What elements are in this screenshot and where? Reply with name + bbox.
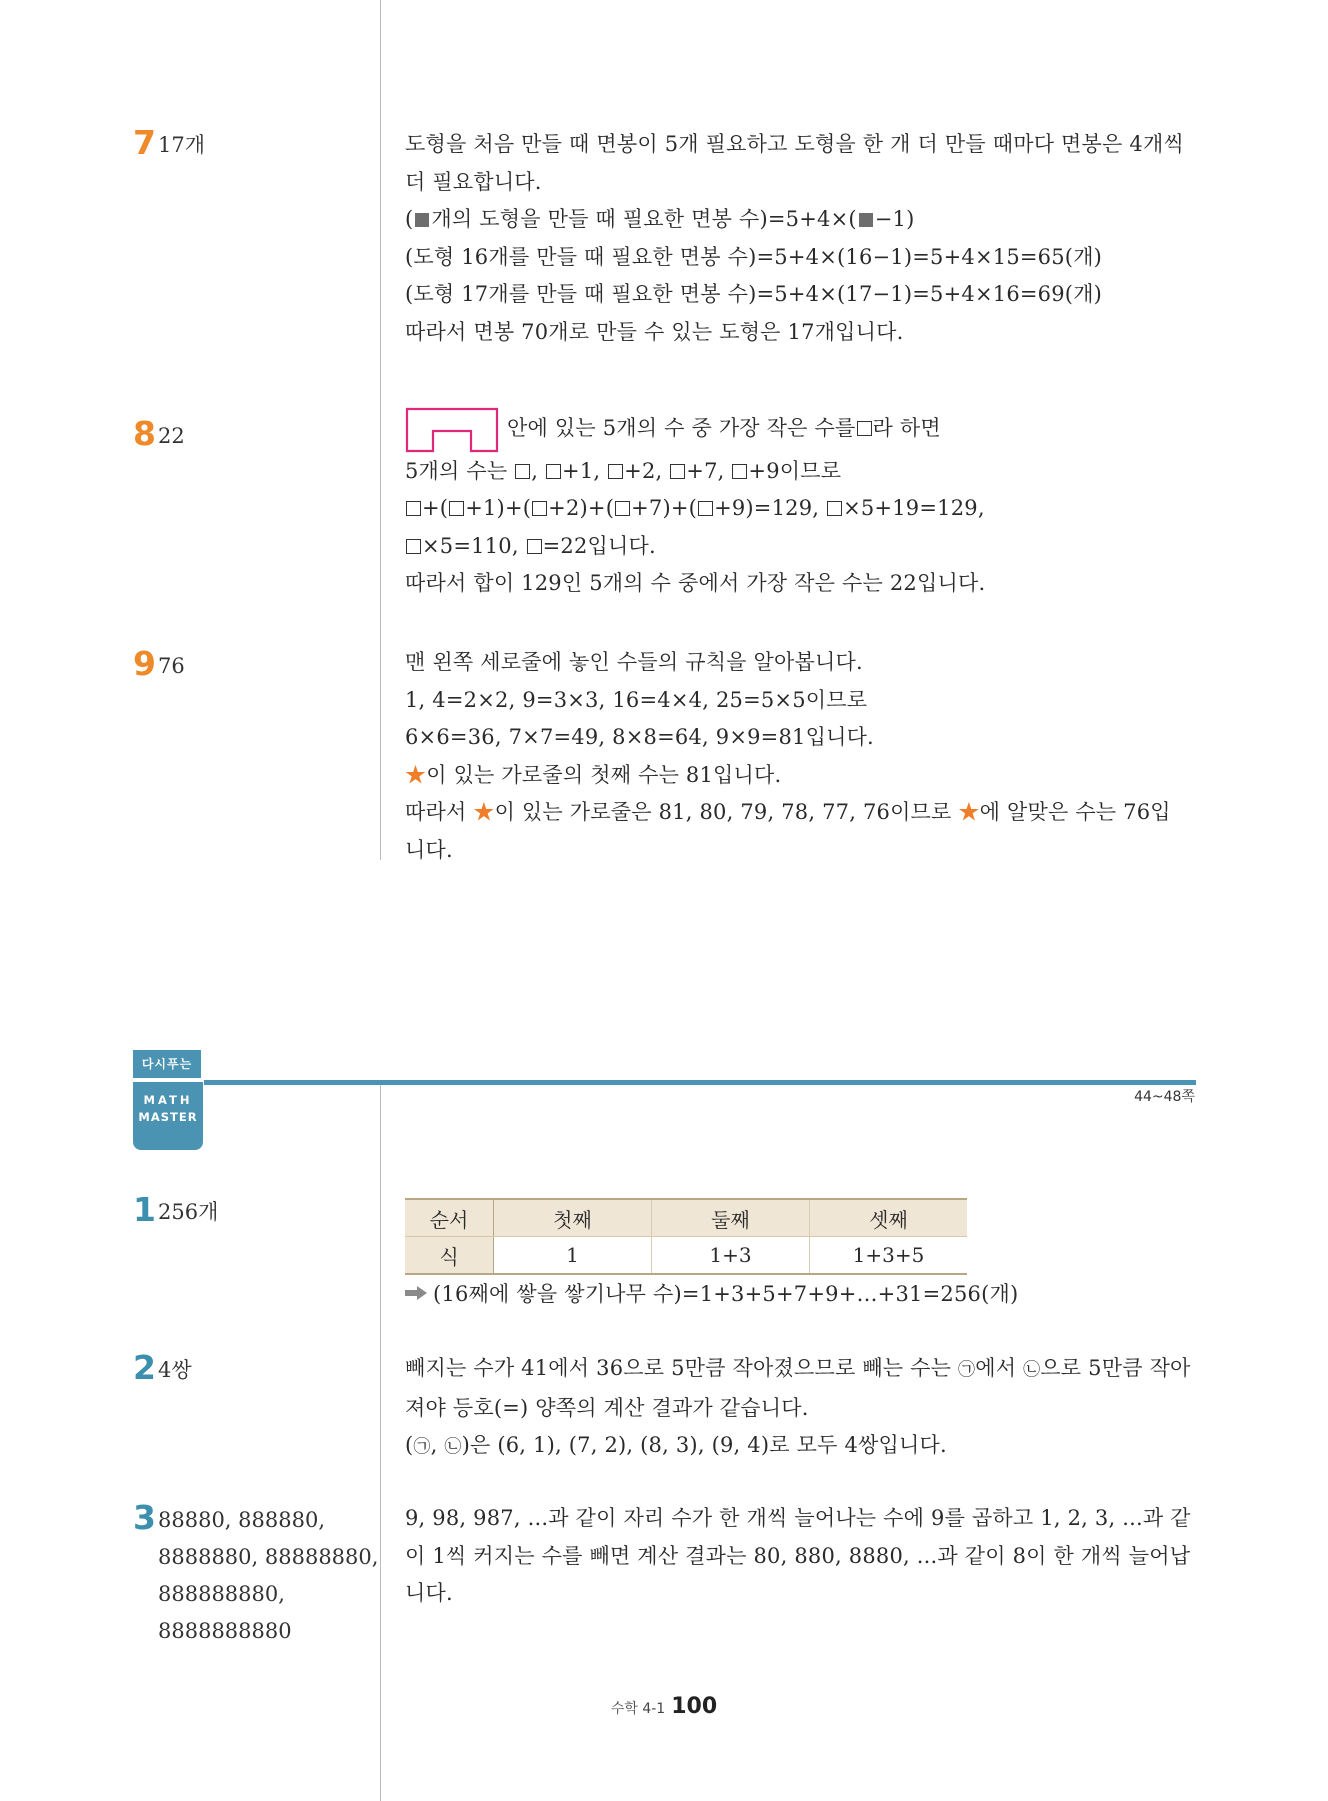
text-line: 니다. bbox=[405, 1581, 453, 1605]
problem-number: 3 bbox=[133, 1498, 156, 1537]
problem-number: 9 bbox=[133, 644, 156, 683]
text-line: 따라서 ★이 있는 가로줄은 81, 80, 79, 78, 77, 76이므로 ★에 알맞은 수는 76입 bbox=[405, 800, 1171, 824]
empty-box-icon bbox=[527, 539, 542, 554]
empty-box-icon bbox=[608, 464, 623, 479]
column-divider-top bbox=[380, 0, 381, 860]
table-cell: 둘째 bbox=[652, 1199, 810, 1237]
empty-box-icon bbox=[532, 501, 547, 516]
text-line: 빼지는 수가 41에서 36으로 5만큼 작아졌으므로 빼는 수는 ㉠에서 ㉡으로 5만큼 작아 bbox=[405, 1350, 1195, 1390]
circled-nieun-symbol: ㉡ bbox=[444, 1437, 462, 1457]
star-icon: ★ bbox=[473, 800, 495, 824]
table-row bbox=[405, 1237, 967, 1275]
empty-box-icon bbox=[406, 539, 421, 554]
empty-box-icon bbox=[857, 421, 872, 436]
problem-number: 8 bbox=[133, 414, 156, 453]
empty-box-icon bbox=[670, 464, 685, 479]
table-cell: 1 bbox=[494, 1237, 652, 1275]
text-line: (도형 17개를 만들 때 필요한 면봉 수)=5+4×(17−1)=5+4×16=69(개) bbox=[405, 282, 1103, 306]
problem-answer: 17개 bbox=[158, 133, 206, 157]
problem-answer: 4쌍 bbox=[158, 1358, 192, 1382]
pentomino-shape-icon bbox=[405, 407, 499, 453]
table-cell: 첫째 bbox=[494, 1199, 652, 1237]
solution-text bbox=[405, 1276, 1195, 1314]
circled-giyeok-symbol: ㉠ bbox=[413, 1437, 431, 1457]
text-line: 도형을 처음 만들 때 면봉이 5개 필요하고 도형을 한 개 더 만들 때마다 면봉은 4개씩 bbox=[405, 132, 1184, 156]
empty-box-icon bbox=[827, 501, 842, 516]
solution-text bbox=[405, 126, 1195, 351]
problem-answer-list bbox=[158, 1502, 378, 1650]
star-icon: ★ bbox=[405, 762, 427, 787]
circled-nieun-symbol: ㉡ bbox=[1023, 1360, 1041, 1380]
problem-number: 1 bbox=[133, 1190, 156, 1229]
badge-line: MATH bbox=[143, 1093, 193, 1107]
empty-box-icon bbox=[406, 501, 421, 516]
text-line: ★이 있는 가로줄의 첫째 수는 81입니다. bbox=[405, 762, 782, 787]
table-cell: 1+3+5 bbox=[810, 1237, 968, 1275]
text-line: 1, 4=2×2, 9=3×3, 16=4×4, 25=5×5이므로 bbox=[405, 687, 868, 712]
text-line: (16째에 쌓을 쌓기나무 수)=1+3+5+7+9+…+31=256(개) bbox=[405, 1276, 1195, 1314]
answer-line: 8888888880 bbox=[158, 1619, 292, 1643]
sequence-table bbox=[405, 1198, 967, 1275]
badge-line: MASTER bbox=[138, 1110, 198, 1124]
problem-answer: 76 bbox=[158, 654, 185, 678]
answer-line: 88880, 888880, bbox=[158, 1508, 325, 1532]
circled-giyeok-symbol: ㉠ bbox=[958, 1360, 976, 1380]
answer-line: 888888880, bbox=[158, 1582, 285, 1606]
solution-text bbox=[405, 644, 1195, 869]
text-line: ×5=110, =22입니다. bbox=[405, 528, 1195, 566]
empty-box-icon bbox=[698, 501, 713, 516]
text-line: (도형 16개를 만들 때 필요한 면봉 수)=5+4×(16−1)=5+4×15=65(개) bbox=[405, 244, 1103, 269]
solution-text bbox=[405, 1350, 1195, 1467]
text-line: 니다. bbox=[405, 837, 453, 862]
text-line: 안에 있는 5개의 수 중 가장 작은 수를 라 하면 bbox=[405, 404, 1195, 453]
section-divider-band bbox=[204, 1080, 1196, 1085]
section-badge bbox=[133, 1082, 203, 1150]
empty-box-icon bbox=[449, 501, 464, 516]
problem-answer: 256개 bbox=[158, 1200, 219, 1224]
table-cell: 식 bbox=[405, 1237, 494, 1275]
text-line: 따라서 면봉 70개로 만들 수 있는 도형은 17개입니다. bbox=[405, 319, 904, 344]
text-line: 5개의 수는 , +1, +2, +7, +9이므로 bbox=[405, 458, 842, 483]
problem-answer: 22 bbox=[158, 424, 185, 448]
text-line: 9, 98, 987, ...과 같이 자리 수가 한 개씩 늘어나는 수에 9를 곱하고 1, 2, 3, ...과 같 bbox=[405, 1506, 1191, 1530]
arrow-right-icon bbox=[405, 1286, 427, 1300]
problem-number: 2 bbox=[133, 1348, 156, 1387]
table-cell: 순서 bbox=[405, 1199, 494, 1237]
text-line: 6×6=36, 7×7=49, 8×8=64, 9×9=81입니다. bbox=[405, 725, 874, 749]
text-line: +( +1)+( +2)+( +7)+( +9)=129, ×5+19=129, bbox=[405, 490, 1195, 528]
text-line: 맨 왼쪽 세로줄에 놓인 수들의 규칙을 알아봅니다. bbox=[405, 650, 863, 674]
answer-line: 8888880, 88888880, bbox=[158, 1545, 379, 1569]
text-line: 져야 등호(=) 양쪽의 계산 결과가 같습니다. bbox=[405, 1395, 809, 1420]
empty-box-icon bbox=[732, 464, 747, 479]
solution-text bbox=[405, 1500, 1195, 1613]
empty-box-icon bbox=[615, 501, 630, 516]
black-square-icon bbox=[415, 213, 429, 227]
book-label: 수학 4-1 bbox=[610, 1701, 666, 1717]
text-line: ( 개의 도형을 만들 때 필요한 면봉 수)=5+4×( −1) bbox=[405, 207, 915, 231]
empty-box-icon bbox=[546, 464, 561, 479]
empty-box-icon bbox=[515, 464, 530, 479]
text-line: 따라서 합이 129인 5개의 수 중에서 가장 작은 수는 22입니다. bbox=[405, 571, 986, 595]
page-range: 44~48쪽 bbox=[1134, 1089, 1195, 1105]
solution-text bbox=[405, 404, 1195, 603]
table-cell: 셋째 bbox=[810, 1199, 968, 1237]
text-line: 더 필요합니다. bbox=[405, 169, 542, 194]
page-footer bbox=[0, 1694, 1328, 1719]
star-icon: ★ bbox=[958, 800, 980, 824]
problem-number: 7 bbox=[133, 123, 156, 162]
black-square-icon bbox=[859, 213, 873, 227]
table-row bbox=[405, 1199, 967, 1237]
text-line: (㉠, ㉡)은 (6, 1), (7, 2), (8, 3), (9, 4)로 모두 4쌍입니다. bbox=[405, 1427, 1195, 1467]
page-number: 100 bbox=[671, 1694, 718, 1719]
text-line: 이 1씩 커지는 수를 빼면 계산 결과는 80, 880, 8880, ...과 같이 8이 한 개씩 늘어납 bbox=[405, 1543, 1191, 1568]
table-cell: 1+3 bbox=[652, 1237, 810, 1275]
section-tab-label: 다시푸는 bbox=[133, 1050, 201, 1078]
